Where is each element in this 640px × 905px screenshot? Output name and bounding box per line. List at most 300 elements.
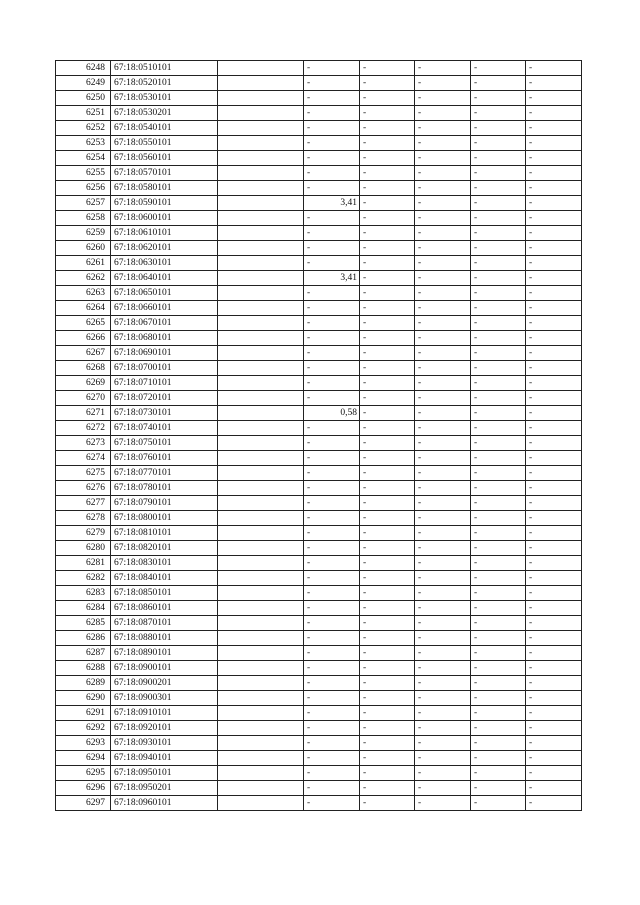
value-cell-3: - bbox=[415, 661, 471, 676]
table-row bbox=[56, 181, 582, 196]
value-cell-3: - bbox=[415, 181, 471, 196]
cadastral-code-cell: 67:18:0750101 bbox=[111, 436, 218, 451]
value-cell-4: - bbox=[471, 151, 526, 166]
row-number-cell: 6290 bbox=[56, 691, 111, 706]
value-cell-1: - bbox=[304, 676, 360, 691]
row-number-cell: 6273 bbox=[56, 436, 111, 451]
row-number-cell: 6291 bbox=[56, 706, 111, 721]
value-cell-5: - bbox=[526, 646, 582, 661]
name-cell bbox=[218, 166, 304, 181]
value-cell-5: - bbox=[526, 586, 582, 601]
value-cell-1: - bbox=[304, 466, 360, 481]
name-cell bbox=[218, 601, 304, 616]
value-cell-3: - bbox=[415, 226, 471, 241]
value-cell-2: - bbox=[360, 616, 415, 631]
cadastral-code-cell: 67:18:0900201 bbox=[111, 676, 218, 691]
value-cell-4: - bbox=[471, 676, 526, 691]
value-cell-2: - bbox=[360, 391, 415, 406]
value-cell-3: - bbox=[415, 136, 471, 151]
table-row bbox=[56, 151, 582, 166]
cadastral-code-cell: 67:18:0820101 bbox=[111, 541, 218, 556]
value-cell-1: - bbox=[304, 736, 360, 751]
value-cell-2: - bbox=[360, 661, 415, 676]
value-cell-2: - bbox=[360, 61, 415, 76]
name-cell bbox=[218, 541, 304, 556]
name-cell bbox=[218, 466, 304, 481]
table-row bbox=[56, 76, 582, 91]
value-cell-4: - bbox=[471, 226, 526, 241]
table-row bbox=[56, 511, 582, 526]
table-row bbox=[56, 691, 582, 706]
table-row bbox=[56, 256, 582, 271]
table-row bbox=[56, 226, 582, 241]
value-cell-3: - bbox=[415, 256, 471, 271]
name-cell bbox=[218, 631, 304, 646]
table-row bbox=[56, 631, 582, 646]
row-number-cell: 6282 bbox=[56, 571, 111, 586]
value-cell-3: - bbox=[415, 271, 471, 286]
value-cell-5: - bbox=[526, 721, 582, 736]
value-cell-3: - bbox=[415, 631, 471, 646]
value-cell-3: - bbox=[415, 466, 471, 481]
name-cell bbox=[218, 226, 304, 241]
value-cell-5: - bbox=[526, 556, 582, 571]
name-cell bbox=[218, 691, 304, 706]
value-cell-1: - bbox=[304, 376, 360, 391]
row-number-cell: 6287 bbox=[56, 646, 111, 661]
value-cell-3: - bbox=[415, 91, 471, 106]
value-cell-4: - bbox=[471, 586, 526, 601]
name-cell bbox=[218, 661, 304, 676]
value-cell-4: - bbox=[471, 421, 526, 436]
row-number-cell: 6262 bbox=[56, 271, 111, 286]
value-cell-1: - bbox=[304, 481, 360, 496]
value-cell-4: - bbox=[471, 691, 526, 706]
name-cell bbox=[218, 721, 304, 736]
value-cell-4: - bbox=[471, 61, 526, 76]
value-cell-1: - bbox=[304, 166, 360, 181]
name-cell bbox=[218, 61, 304, 76]
value-cell-1: - bbox=[304, 586, 360, 601]
value-cell-4: - bbox=[471, 766, 526, 781]
cadastral-code-cell: 67:18:0660101 bbox=[111, 301, 218, 316]
value-cell-4: - bbox=[471, 121, 526, 136]
row-number-cell: 6274 bbox=[56, 451, 111, 466]
value-cell-2: - bbox=[360, 691, 415, 706]
value-cell-3: - bbox=[415, 346, 471, 361]
value-cell-5: - bbox=[526, 331, 582, 346]
value-cell-5: - bbox=[526, 121, 582, 136]
value-cell-3: - bbox=[415, 166, 471, 181]
name-cell bbox=[218, 136, 304, 151]
value-cell-1: - bbox=[304, 571, 360, 586]
value-cell-3: - bbox=[415, 301, 471, 316]
value-cell-4: - bbox=[471, 646, 526, 661]
row-number-cell: 6276 bbox=[56, 481, 111, 496]
row-number-cell: 6279 bbox=[56, 526, 111, 541]
value-cell-3: - bbox=[415, 286, 471, 301]
table-row bbox=[56, 271, 582, 286]
value-cell-3: - bbox=[415, 496, 471, 511]
row-number-cell: 6258 bbox=[56, 211, 111, 226]
cadastral-code-cell: 67:18:0830101 bbox=[111, 556, 218, 571]
value-cell-1: 3,41 bbox=[304, 271, 360, 286]
row-number-cell: 6264 bbox=[56, 301, 111, 316]
value-cell-1: - bbox=[304, 91, 360, 106]
value-cell-4: - bbox=[471, 541, 526, 556]
value-cell-5: - bbox=[526, 421, 582, 436]
value-cell-1: - bbox=[304, 121, 360, 136]
cadastral-code-cell: 67:18:0950201 bbox=[111, 781, 218, 796]
value-cell-4: - bbox=[471, 361, 526, 376]
value-cell-1: - bbox=[304, 721, 360, 736]
value-cell-2: - bbox=[360, 421, 415, 436]
table-row bbox=[56, 721, 582, 736]
name-cell bbox=[218, 571, 304, 586]
table-row bbox=[56, 106, 582, 121]
value-cell-5: - bbox=[526, 391, 582, 406]
value-cell-2: - bbox=[360, 91, 415, 106]
name-cell bbox=[218, 316, 304, 331]
value-cell-3: - bbox=[415, 526, 471, 541]
cadastral-code-cell: 67:18:0530201 bbox=[111, 106, 218, 121]
value-cell-4: - bbox=[471, 331, 526, 346]
row-number-cell: 6296 bbox=[56, 781, 111, 796]
table-row bbox=[56, 451, 582, 466]
name-cell bbox=[218, 91, 304, 106]
value-cell-1: - bbox=[304, 106, 360, 121]
value-cell-4: - bbox=[471, 631, 526, 646]
value-cell-2: - bbox=[360, 601, 415, 616]
value-cell-4: - bbox=[471, 661, 526, 676]
value-cell-2: - bbox=[360, 256, 415, 271]
value-cell-3: - bbox=[415, 331, 471, 346]
value-cell-4: - bbox=[471, 76, 526, 91]
cadastral-code-cell: 67:18:0650101 bbox=[111, 286, 218, 301]
cadastral-code-cell: 67:18:0710101 bbox=[111, 376, 218, 391]
value-cell-4: - bbox=[471, 406, 526, 421]
value-cell-5: - bbox=[526, 676, 582, 691]
row-number-cell: 6257 bbox=[56, 196, 111, 211]
value-cell-3: - bbox=[415, 316, 471, 331]
value-cell-5: - bbox=[526, 91, 582, 106]
cadastral-code-cell: 67:18:0870101 bbox=[111, 616, 218, 631]
value-cell-1: - bbox=[304, 646, 360, 661]
value-cell-2: - bbox=[360, 121, 415, 136]
value-cell-1: - bbox=[304, 151, 360, 166]
cadastral-code-cell: 67:18:0620101 bbox=[111, 241, 218, 256]
value-cell-3: - bbox=[415, 406, 471, 421]
name-cell bbox=[218, 106, 304, 121]
value-cell-5: - bbox=[526, 526, 582, 541]
name-cell bbox=[218, 406, 304, 421]
cadastral-code-cell: 67:18:0800101 bbox=[111, 511, 218, 526]
row-number-cell: 6295 bbox=[56, 766, 111, 781]
value-cell-3: - bbox=[415, 361, 471, 376]
cadastral-code-cell: 67:18:0860101 bbox=[111, 601, 218, 616]
row-number-cell: 6248 bbox=[56, 61, 111, 76]
value-cell-5: - bbox=[526, 226, 582, 241]
value-cell-2: - bbox=[360, 316, 415, 331]
value-cell-4: - bbox=[471, 301, 526, 316]
row-number-cell: 6272 bbox=[56, 421, 111, 436]
value-cell-4: - bbox=[471, 346, 526, 361]
value-cell-4: - bbox=[471, 556, 526, 571]
value-cell-3: - bbox=[415, 541, 471, 556]
name-cell bbox=[218, 511, 304, 526]
value-cell-1: - bbox=[304, 541, 360, 556]
value-cell-5: - bbox=[526, 571, 582, 586]
cadastral-code-cell: 67:18:0640101 bbox=[111, 271, 218, 286]
value-cell-5: - bbox=[526, 466, 582, 481]
cadastral-code-cell: 67:18:0760101 bbox=[111, 451, 218, 466]
value-cell-3: - bbox=[415, 391, 471, 406]
row-number-cell: 6275 bbox=[56, 466, 111, 481]
value-cell-1: - bbox=[304, 76, 360, 91]
row-number-cell: 6252 bbox=[56, 121, 111, 136]
row-number-cell: 6284 bbox=[56, 601, 111, 616]
value-cell-2: - bbox=[360, 271, 415, 286]
value-cell-2: - bbox=[360, 76, 415, 91]
value-cell-1: - bbox=[304, 391, 360, 406]
value-cell-4: - bbox=[471, 451, 526, 466]
name-cell bbox=[218, 181, 304, 196]
value-cell-5: - bbox=[526, 631, 582, 646]
value-cell-4: - bbox=[471, 376, 526, 391]
table-row bbox=[56, 436, 582, 451]
value-cell-1: - bbox=[304, 301, 360, 316]
value-cell-2: - bbox=[360, 706, 415, 721]
table-row bbox=[56, 661, 582, 676]
value-cell-5: - bbox=[526, 61, 582, 76]
name-cell bbox=[218, 556, 304, 571]
value-cell-4: - bbox=[471, 91, 526, 106]
value-cell-5: - bbox=[526, 376, 582, 391]
table-row bbox=[56, 481, 582, 496]
name-cell bbox=[218, 271, 304, 286]
value-cell-3: - bbox=[415, 601, 471, 616]
value-cell-2: - bbox=[360, 736, 415, 751]
value-cell-2: - bbox=[360, 151, 415, 166]
value-cell-4: - bbox=[471, 106, 526, 121]
value-cell-4: - bbox=[471, 286, 526, 301]
name-cell bbox=[218, 436, 304, 451]
value-cell-3: - bbox=[415, 586, 471, 601]
value-cell-5: - bbox=[526, 106, 582, 121]
name-cell bbox=[218, 736, 304, 751]
value-cell-2: - bbox=[360, 181, 415, 196]
row-number-cell: 6283 bbox=[56, 586, 111, 601]
cadastral-code-cell: 67:18:0670101 bbox=[111, 316, 218, 331]
value-cell-4: - bbox=[471, 256, 526, 271]
value-cell-5: - bbox=[526, 511, 582, 526]
name-cell bbox=[218, 421, 304, 436]
name-cell bbox=[218, 781, 304, 796]
cadastral-code-cell: 67:18:0780101 bbox=[111, 481, 218, 496]
value-cell-3: - bbox=[415, 151, 471, 166]
value-cell-2: - bbox=[360, 541, 415, 556]
value-cell-1: - bbox=[304, 796, 360, 811]
value-cell-3: - bbox=[415, 556, 471, 571]
value-cell-2: - bbox=[360, 361, 415, 376]
row-number-cell: 6293 bbox=[56, 736, 111, 751]
cadastral-code-cell: 67:18:0920101 bbox=[111, 721, 218, 736]
value-cell-1: - bbox=[304, 706, 360, 721]
value-cell-3: - bbox=[415, 211, 471, 226]
value-cell-1: - bbox=[304, 751, 360, 766]
cadastral-code-cell: 67:18:0550101 bbox=[111, 136, 218, 151]
name-cell bbox=[218, 496, 304, 511]
value-cell-5: - bbox=[526, 76, 582, 91]
value-cell-5: - bbox=[526, 751, 582, 766]
value-cell-3: - bbox=[415, 646, 471, 661]
value-cell-3: - bbox=[415, 421, 471, 436]
name-cell bbox=[218, 706, 304, 721]
value-cell-5: - bbox=[526, 541, 582, 556]
value-cell-3: - bbox=[415, 781, 471, 796]
row-number-cell: 6266 bbox=[56, 331, 111, 346]
value-cell-5: - bbox=[526, 436, 582, 451]
value-cell-4: - bbox=[471, 751, 526, 766]
table-row bbox=[56, 61, 582, 76]
value-cell-1: - bbox=[304, 361, 360, 376]
table-row bbox=[56, 301, 582, 316]
row-number-cell: 6270 bbox=[56, 391, 111, 406]
table-row bbox=[56, 496, 582, 511]
value-cell-5: - bbox=[526, 451, 582, 466]
value-cell-5: - bbox=[526, 766, 582, 781]
value-cell-2: - bbox=[360, 136, 415, 151]
value-cell-2: - bbox=[360, 481, 415, 496]
value-cell-1: - bbox=[304, 256, 360, 271]
value-cell-2: - bbox=[360, 796, 415, 811]
table-row bbox=[56, 646, 582, 661]
cadastral-code-cell: 67:18:0540101 bbox=[111, 121, 218, 136]
row-number-cell: 6292 bbox=[56, 721, 111, 736]
row-number-cell: 6263 bbox=[56, 286, 111, 301]
name-cell bbox=[218, 526, 304, 541]
table-row bbox=[56, 751, 582, 766]
row-number-cell: 6297 bbox=[56, 796, 111, 811]
value-cell-2: - bbox=[360, 631, 415, 646]
value-cell-2: - bbox=[360, 211, 415, 226]
cadastral-code-cell: 67:18:0570101 bbox=[111, 166, 218, 181]
value-cell-3: - bbox=[415, 481, 471, 496]
value-cell-3: - bbox=[415, 571, 471, 586]
value-cell-5: - bbox=[526, 196, 582, 211]
value-cell-4: - bbox=[471, 481, 526, 496]
row-number-cell: 6285 bbox=[56, 616, 111, 631]
table-row bbox=[56, 136, 582, 151]
cadastral-code-cell: 67:18:0520101 bbox=[111, 76, 218, 91]
value-cell-4: - bbox=[471, 526, 526, 541]
cadastral-code-cell: 67:18:0610101 bbox=[111, 226, 218, 241]
value-cell-1: - bbox=[304, 616, 360, 631]
table-row bbox=[56, 601, 582, 616]
row-number-cell: 6259 bbox=[56, 226, 111, 241]
table-row bbox=[56, 421, 582, 436]
name-cell bbox=[218, 211, 304, 226]
cadastral-code-cell: 67:18:0840101 bbox=[111, 571, 218, 586]
value-cell-5: - bbox=[526, 706, 582, 721]
value-cell-2: - bbox=[360, 496, 415, 511]
value-cell-1: - bbox=[304, 781, 360, 796]
table-row bbox=[56, 241, 582, 256]
value-cell-3: - bbox=[415, 76, 471, 91]
table-row bbox=[56, 541, 582, 556]
value-cell-2: - bbox=[360, 751, 415, 766]
value-cell-4: - bbox=[471, 601, 526, 616]
value-cell-2: - bbox=[360, 301, 415, 316]
cadastral-code-cell: 67:18:0560101 bbox=[111, 151, 218, 166]
table-row bbox=[56, 781, 582, 796]
value-cell-3: - bbox=[415, 751, 471, 766]
cadastral-code-cell: 67:18:0960101 bbox=[111, 796, 218, 811]
name-cell bbox=[218, 286, 304, 301]
value-cell-1: - bbox=[304, 766, 360, 781]
name-cell bbox=[218, 331, 304, 346]
row-number-cell: 6267 bbox=[56, 346, 111, 361]
value-cell-2: - bbox=[360, 286, 415, 301]
table-row bbox=[56, 391, 582, 406]
value-cell-3: - bbox=[415, 436, 471, 451]
value-cell-1: - bbox=[304, 661, 360, 676]
value-cell-4: - bbox=[471, 211, 526, 226]
cadastral-code-cell: 67:18:0720101 bbox=[111, 391, 218, 406]
table-row bbox=[56, 466, 582, 481]
name-cell bbox=[218, 346, 304, 361]
value-cell-1: - bbox=[304, 316, 360, 331]
table-row bbox=[56, 556, 582, 571]
value-cell-4: - bbox=[471, 391, 526, 406]
cadastral-code-cell: 67:18:0530101 bbox=[111, 91, 218, 106]
value-cell-2: - bbox=[360, 451, 415, 466]
value-cell-5: - bbox=[526, 616, 582, 631]
data-table bbox=[55, 60, 582, 811]
name-cell bbox=[218, 151, 304, 166]
cadastral-code-cell: 67:18:0740101 bbox=[111, 421, 218, 436]
value-cell-3: - bbox=[415, 796, 471, 811]
value-cell-3: - bbox=[415, 61, 471, 76]
value-cell-3: - bbox=[415, 616, 471, 631]
value-cell-4: - bbox=[471, 796, 526, 811]
row-number-cell: 6249 bbox=[56, 76, 111, 91]
value-cell-1: - bbox=[304, 331, 360, 346]
value-cell-1: - bbox=[304, 451, 360, 466]
value-cell-5: - bbox=[526, 736, 582, 751]
table-row bbox=[56, 166, 582, 181]
value-cell-2: - bbox=[360, 646, 415, 661]
value-cell-4: - bbox=[471, 781, 526, 796]
value-cell-3: - bbox=[415, 451, 471, 466]
value-cell-4: - bbox=[471, 706, 526, 721]
value-cell-5: - bbox=[526, 151, 582, 166]
row-number-cell: 6265 bbox=[56, 316, 111, 331]
value-cell-3: - bbox=[415, 376, 471, 391]
cadastral-code-cell: 67:18:0950101 bbox=[111, 766, 218, 781]
value-cell-5: - bbox=[526, 211, 582, 226]
value-cell-3: - bbox=[415, 511, 471, 526]
row-number-cell: 6294 bbox=[56, 751, 111, 766]
value-cell-2: - bbox=[360, 106, 415, 121]
value-cell-1: - bbox=[304, 436, 360, 451]
value-cell-2: - bbox=[360, 436, 415, 451]
row-number-cell: 6250 bbox=[56, 91, 111, 106]
name-cell bbox=[218, 256, 304, 271]
table-row bbox=[56, 796, 582, 811]
name-cell bbox=[218, 391, 304, 406]
table-row bbox=[56, 346, 582, 361]
